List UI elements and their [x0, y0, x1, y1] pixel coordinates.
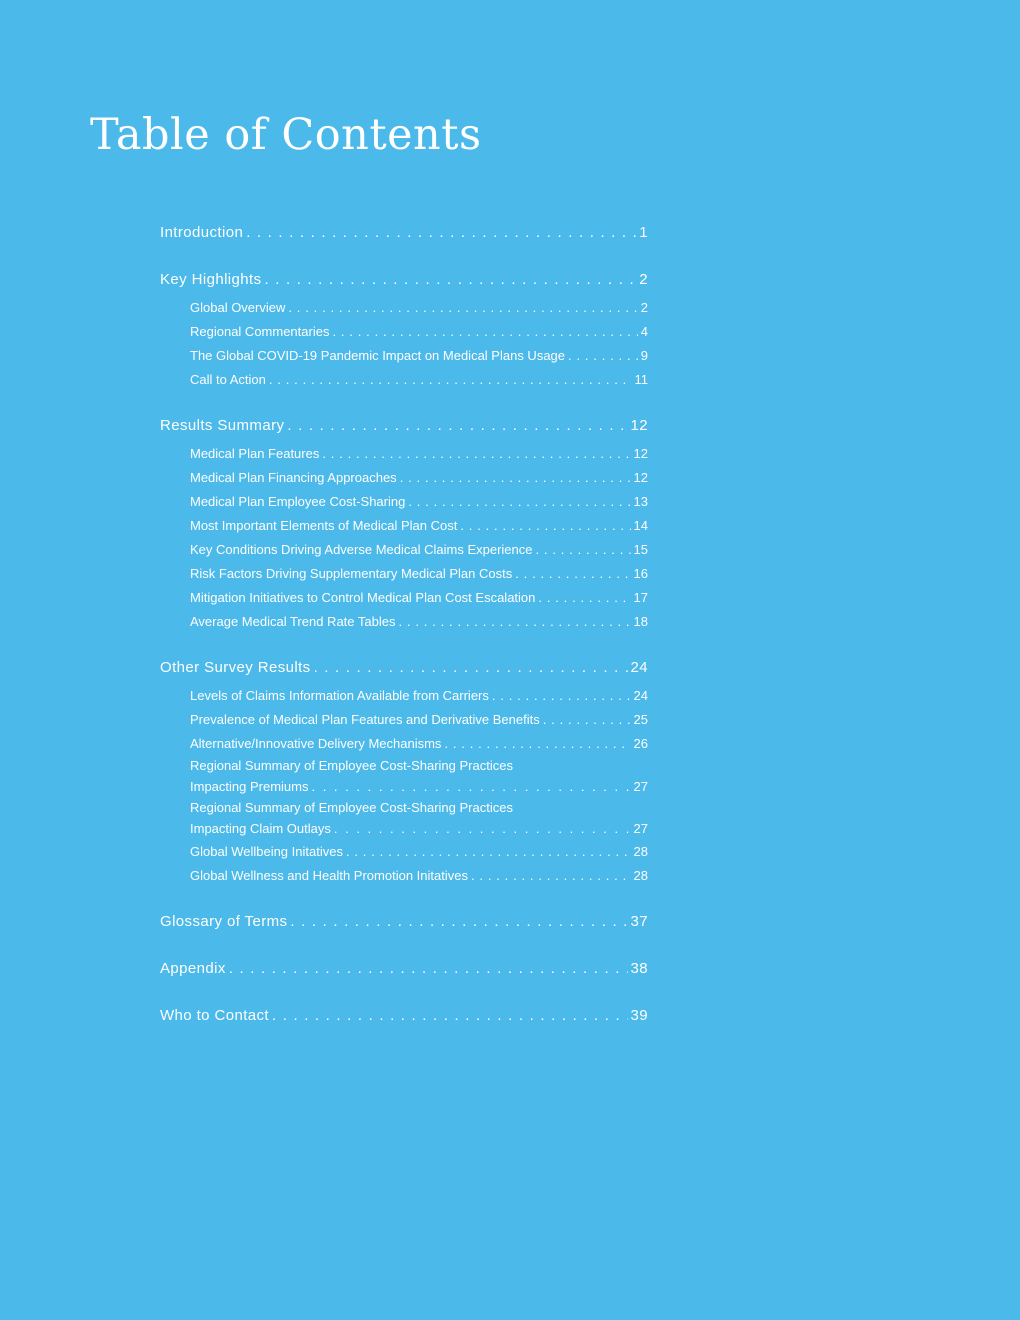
page-number: 16 — [633, 566, 648, 581]
page-number: 27 — [633, 821, 648, 836]
dot-leader — [334, 818, 631, 840]
page-number: 2 — [640, 300, 648, 315]
page-number: 28 — [633, 868, 648, 883]
toc-section — [160, 655, 648, 888]
dot-leader — [400, 466, 631, 490]
toc-subsection-entry[interactable] — [190, 708, 648, 732]
toc-subsection-entry[interactable] — [190, 798, 648, 840]
toc-subsection-line2[interactable] — [190, 818, 648, 840]
toc-subsection-line2[interactable] — [190, 776, 648, 798]
page-number: 17 — [633, 590, 648, 605]
toc-subsection-entry[interactable] — [190, 466, 648, 490]
page-number: 26 — [633, 736, 648, 751]
toc-section-entry[interactable] — [160, 267, 648, 293]
dot-leader — [346, 840, 631, 864]
toc-section-entry-label: Results Summary — [160, 417, 285, 434]
page-number: 24 — [630, 659, 648, 676]
toc-subsection-list — [160, 442, 648, 634]
toc-subsection-entry-label: Levels of Claims Information Available from Carriers — [190, 688, 489, 703]
toc-subsection-entry[interactable] — [190, 296, 648, 320]
toc-section — [160, 413, 648, 634]
toc-subsection-entry-label: Most Important Elements of Medical Plan Cost — [190, 518, 458, 533]
toc-section — [160, 909, 648, 935]
toc-subsection-entry[interactable] — [190, 586, 648, 610]
dot-leader — [535, 538, 630, 562]
toc-subsection-entry[interactable] — [190, 756, 648, 798]
page-number: 12 — [630, 417, 648, 434]
toc-section-entry-label: Who to Contact — [160, 1007, 269, 1024]
page-number: 4 — [640, 324, 648, 339]
toc-subsection-entry-label: Medical Plan Financing Approaches — [190, 470, 397, 485]
toc-subsection-entry-label: Global Wellness and Health Promotion Initatives — [190, 868, 468, 883]
toc-section-entry[interactable] — [160, 413, 648, 439]
page-number: 9 — [640, 348, 648, 363]
dot-leader — [408, 490, 630, 514]
toc-subsection-entry[interactable] — [190, 368, 648, 392]
dot-leader — [538, 586, 630, 610]
toc-section-entry[interactable] — [160, 1003, 648, 1029]
toc-section — [160, 1003, 648, 1029]
toc-subsection-line2-label: Impacting Premiums — [190, 779, 309, 794]
toc-section-entry-label: Other Survey Results — [160, 659, 311, 676]
page-number: 2 — [639, 271, 648, 288]
dot-leader — [287, 413, 627, 439]
toc-subsection-entry[interactable] — [190, 538, 648, 562]
page-number: 12 — [633, 446, 648, 461]
page-number: 14 — [633, 518, 648, 533]
dot-leader — [515, 562, 630, 586]
toc-subsection-entry[interactable] — [190, 840, 648, 864]
toc-subsection-entry[interactable] — [190, 320, 648, 344]
dot-leader — [288, 296, 637, 320]
page-number: 12 — [633, 470, 648, 485]
dot-leader — [444, 732, 630, 756]
toc-subsection-entry-label: Call to Action — [190, 372, 266, 387]
toc-subsection-entry[interactable] — [190, 684, 648, 708]
dot-leader — [398, 610, 630, 634]
toc-subsection-entry-label: Alternative/Innovative Delivery Mechanisms — [190, 736, 442, 751]
toc-subsection-entry[interactable] — [190, 610, 648, 634]
toc-subsection-list — [160, 296, 648, 392]
page-number: 1 — [639, 224, 648, 241]
page-number: 27 — [633, 779, 648, 794]
page-number: 24 — [633, 688, 648, 703]
dot-leader — [460, 514, 630, 538]
page-number: 37 — [630, 913, 648, 930]
toc-section-entry[interactable] — [160, 956, 648, 982]
toc-section — [160, 220, 648, 246]
toc-subsection-line2-label: Impacting Claim Outlays — [190, 821, 331, 836]
toc-subsection-list — [160, 684, 648, 888]
toc-subsection-entry-label: The Global COVID-19 Pandemic Impact on Medical Plans Usage — [190, 348, 566, 363]
toc-subsection-entry[interactable] — [190, 442, 648, 466]
toc-subsection-entry[interactable] — [190, 490, 648, 514]
dot-leader — [471, 864, 631, 888]
toc-subsection-entry-label: Medical Plan Employee Cost-Sharing — [190, 494, 406, 509]
toc-subsection-entry-label: Risk Factors Driving Supplementary Medical Plan Costs — [190, 566, 513, 581]
toc-subsection-label-line1: Regional Summary of Employee Cost-Sharing Practices — [190, 758, 513, 773]
toc-section-entry-label: Key Highlights — [160, 271, 262, 288]
toc-subsection-entry[interactable] — [190, 344, 648, 368]
toc-subsection-entry[interactable] — [190, 514, 648, 538]
dot-leader — [229, 956, 628, 982]
dot-leader — [568, 344, 638, 368]
toc-subsection-entry[interactable] — [190, 562, 648, 586]
toc-section-entry-label: Introduction — [160, 224, 244, 241]
dot-leader — [264, 267, 636, 293]
page-title: Table of Contents — [90, 110, 482, 160]
toc-subsection-label-line1: Regional Summary of Employee Cost-Sharing Practices — [190, 800, 513, 815]
toc-section-entry-label: Appendix — [160, 960, 226, 977]
toc-subsection-entry-label: Medical Plan Features — [190, 446, 320, 461]
toc-section — [160, 956, 648, 982]
toc-section — [160, 267, 648, 392]
table-of-contents — [160, 220, 648, 1050]
toc-subsection-entry-label: Regional Commentaries — [190, 324, 330, 339]
toc-section-entry[interactable] — [160, 220, 648, 246]
toc-subsection-entry[interactable] — [190, 864, 648, 888]
dot-leader — [322, 442, 630, 466]
dot-leader — [290, 909, 627, 935]
page-number: 38 — [630, 960, 648, 977]
page-number: 28 — [633, 844, 648, 859]
toc-subsection-entry-label: Mitigation Initiatives to Control Medical Plan Cost Escalation — [190, 590, 536, 605]
toc-subsection-entry-label: Global Overview — [190, 300, 286, 315]
page-number: 13 — [633, 494, 648, 509]
toc-subsection-entry-label: Prevalence of Medical Plan Features and Derivative Benefits — [190, 712, 540, 727]
toc-section-entry[interactable] — [160, 655, 648, 681]
toc-subsection-entry[interactable] — [190, 732, 648, 756]
page-number: 18 — [633, 614, 648, 629]
page-number: 25 — [633, 712, 648, 727]
toc-subsection-entry-label: Average Medical Trend Rate Tables — [190, 614, 396, 629]
dot-leader — [269, 368, 632, 392]
toc-section-entry[interactable] — [160, 909, 648, 935]
dot-leader — [272, 1003, 628, 1029]
dot-leader — [543, 708, 631, 732]
toc-subsection-entry-label: Global Wellbeing Initatives — [190, 844, 343, 859]
page-number: 11 — [634, 372, 648, 387]
dot-leader — [246, 220, 636, 246]
page-number: 39 — [630, 1007, 648, 1024]
dot-leader — [332, 320, 637, 344]
toc-section-entry-label: Glossary of Terms — [160, 913, 288, 930]
dot-leader — [311, 776, 630, 798]
page-number: 15 — [633, 542, 648, 557]
dot-leader — [314, 655, 628, 681]
dot-leader — [492, 684, 631, 708]
toc-subsection-entry-label: Key Conditions Driving Adverse Medical Claims Experience — [190, 542, 533, 557]
